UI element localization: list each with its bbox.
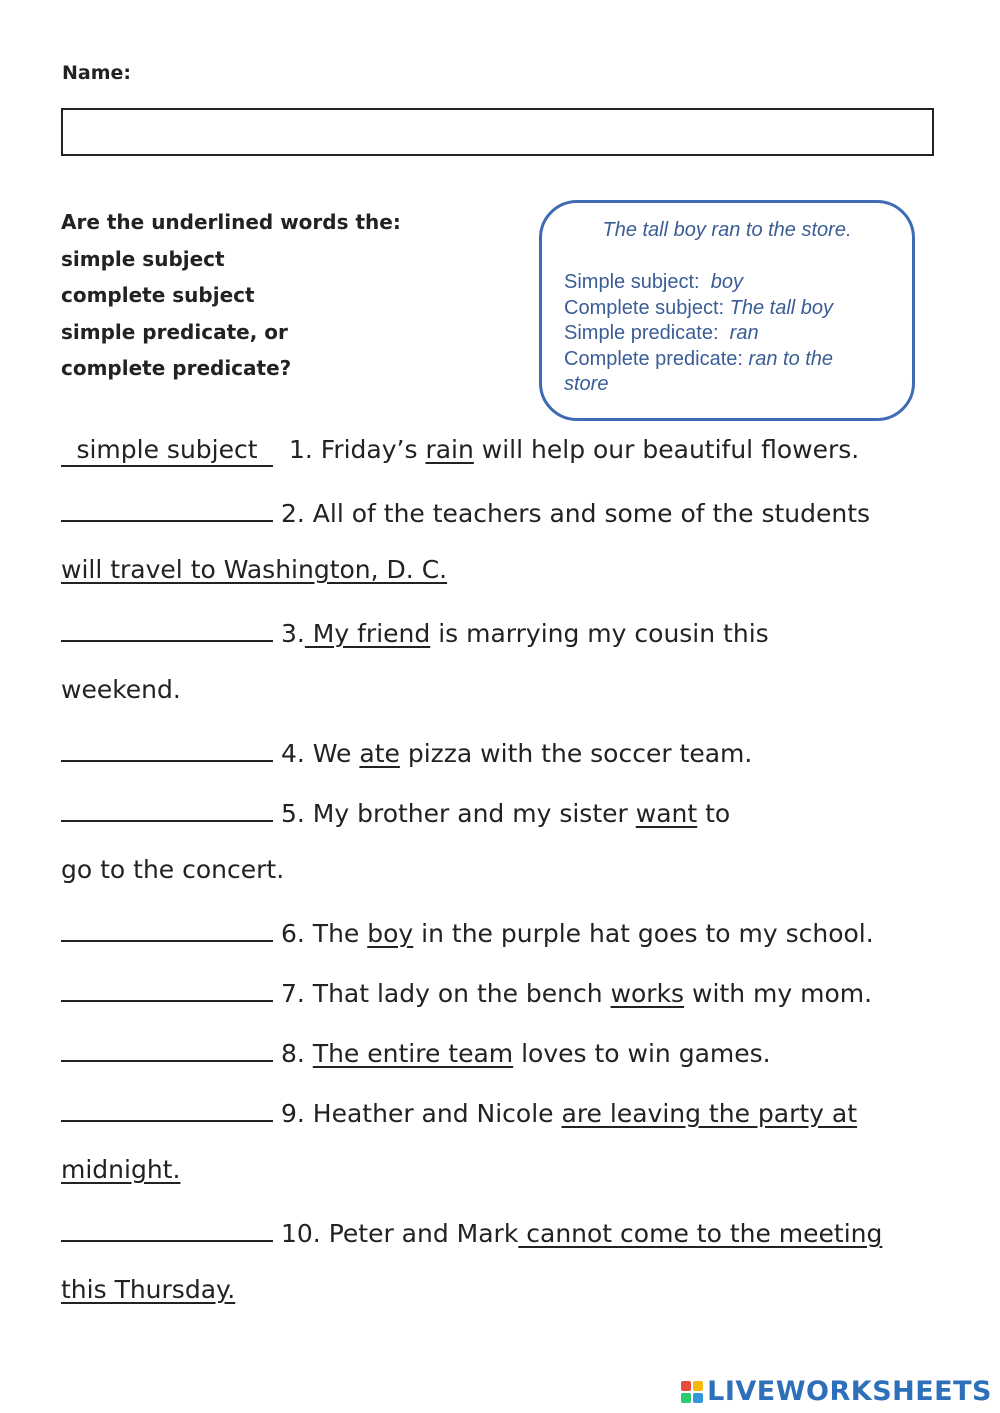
liveworksheets-icon <box>681 1381 703 1403</box>
answer-field-5[interactable] <box>61 790 273 822</box>
option-simple-predicate: simple predicate, or <box>61 319 288 344</box>
question-3: 3. My friend is marrying my cousin this <box>61 610 951 670</box>
question-8: 8. The entire team loves to win games. <box>61 1030 951 1090</box>
question-6: 6. The boy in the purple hat goes to my school. <box>61 910 951 970</box>
answer-field-7[interactable] <box>61 970 273 1002</box>
question-3-cont: weekend. <box>61 675 181 704</box>
question-1: simple subject 1. Friday’s rain will help our beautiful flowers. <box>61 430 951 490</box>
exercise-list <box>61 430 951 1330</box>
question-7: 7. That lady on the bench works with my mom. <box>61 970 951 1030</box>
question-4: 4. We ate pizza with the soccer team. <box>61 730 951 790</box>
example-complete-predicate: Complete predicate: ran to the <box>564 347 834 370</box>
question-9-cont: midnight. <box>61 1155 181 1184</box>
example-simple-subject: Simple subject: boy <box>564 271 743 293</box>
liveworksheets-logo <box>681 1376 992 1407</box>
answer-field-2[interactable] <box>61 490 273 522</box>
question-2-cont: will travel to Washington, D. C. <box>61 555 448 584</box>
answer-field-10[interactable] <box>61 1210 273 1242</box>
answer-field-3[interactable] <box>61 610 273 642</box>
logo-square-green <box>681 1393 691 1403</box>
option-simple-subject: simple subject <box>61 246 225 271</box>
example-complete-subject: Complete subject: The tall boy <box>564 296 834 319</box>
option-complete-subject: complete subject <box>61 283 255 307</box>
example-sentence: The tall boy ran to the store. <box>602 219 852 241</box>
question-9: 9. Heather and Nicole are leaving the party at <box>61 1090 951 1150</box>
instructions <box>61 204 401 387</box>
logo-square-blue <box>693 1393 703 1403</box>
example-simple-predicate: Simple predicate: ran <box>564 322 759 344</box>
instructions-prompt: Are the underlined words the: <box>61 210 401 234</box>
question-10: 10. Peter and Mark cannot come to the meeting <box>61 1210 951 1270</box>
answer-field-9[interactable] <box>61 1090 273 1122</box>
logo-square-red <box>681 1381 691 1391</box>
answer-field-6[interactable] <box>61 910 273 942</box>
example-box <box>539 200 915 421</box>
brand-text: LIVEWORKSHEETS <box>707 1376 992 1407</box>
answer-field-8[interactable] <box>61 1030 273 1062</box>
example-complete-predicate-cont: store <box>564 373 609 395</box>
name-input[interactable] <box>61 108 934 156</box>
name-label: Name: <box>62 62 132 84</box>
question-5-cont: go to the concert. <box>61 855 285 884</box>
answer-field-1[interactable]: simple subject <box>61 435 273 467</box>
logo-square-yellow <box>693 1381 703 1391</box>
question-2: 2. All of the teachers and some of the students <box>61 490 951 550</box>
option-complete-predicate: complete predicate? <box>61 356 292 380</box>
question-10-cont: this Thursday. <box>61 1275 236 1304</box>
question-5: 5. My brother and my sister want to <box>61 790 951 850</box>
answer-field-4[interactable] <box>61 730 273 762</box>
